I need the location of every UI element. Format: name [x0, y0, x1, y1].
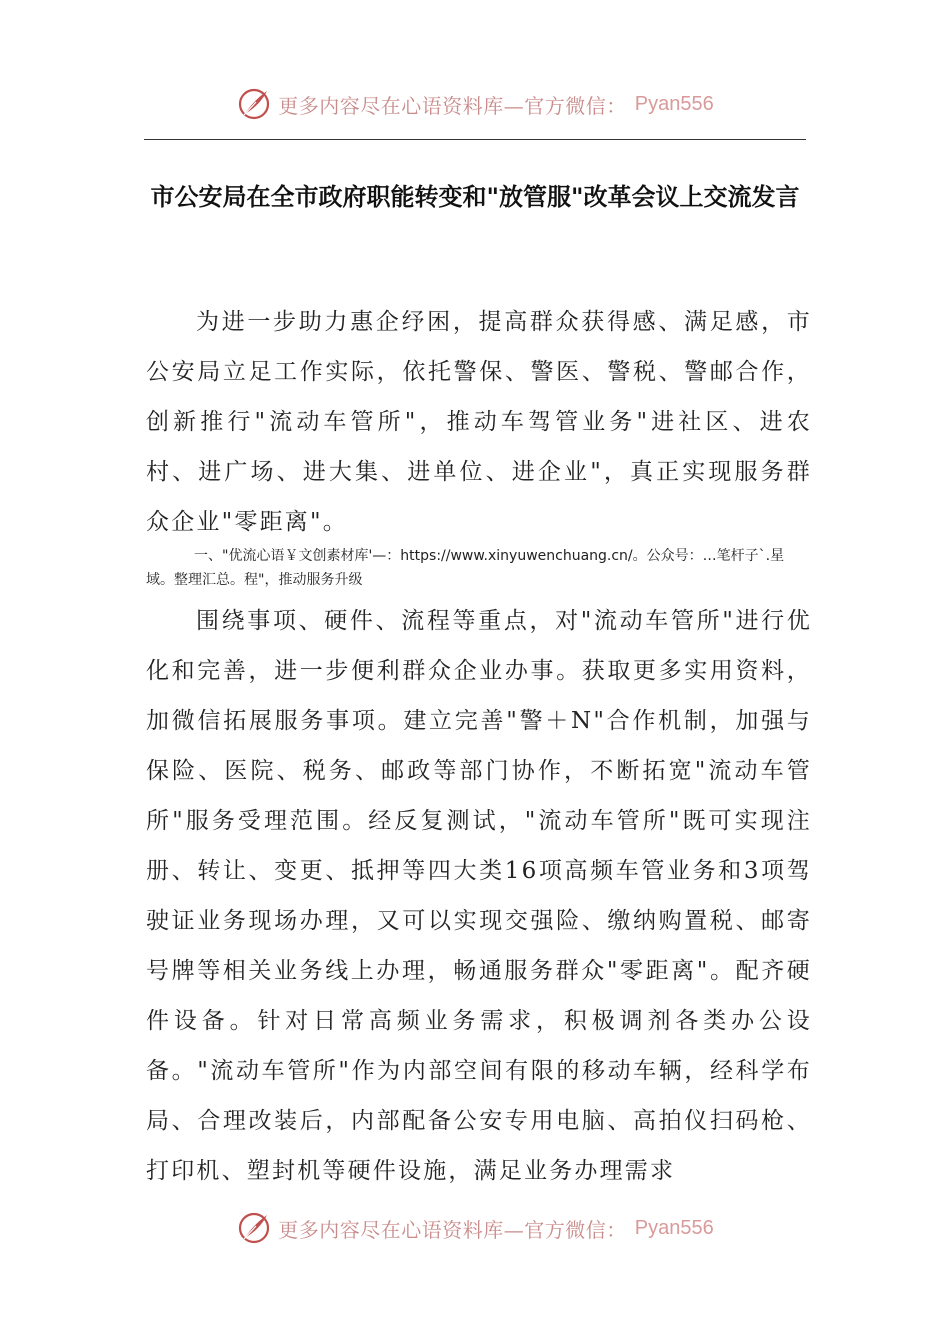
header-divider	[144, 139, 806, 140]
watermark-wechat-id: Pyan556	[634, 92, 714, 115]
watermark-text: 更多内容尽在心语资料库—官方微信：	[278, 93, 627, 118]
header-watermark	[0, 84, 950, 124]
paragraph-intro: 为进一步助力惠企纾困，提高群众获得感、满足感，市公安局立足工作实际，依托警保、警医、警税、警邮合作，创新推行"流动车管所"，推动车驾管业务"进社区、进农村、进广场、进大集、进单位、进企业"，真正实现服务群众企业"零距离"。	[146, 309, 812, 535]
quill-logo-icon	[236, 86, 272, 122]
document-title: 市公安局在全市政府职能转变和"放管服"改革会议上交流发言	[150, 183, 800, 211]
watermark-wechat-id: Pyan556	[634, 1216, 714, 1239]
quill-logo-icon	[236, 1210, 272, 1246]
section-heading: 一、"优流心语￥文创素材库'—：https://www.xinyuwenchuang.cn/。公众号：…笔杆子`.星域。整理汇总。程"，推动服务升级	[146, 548, 785, 588]
footer-watermark	[0, 1208, 950, 1248]
paragraph-body: 围绕事项、硬件、流程等重点，对"流动车管所"进行优化和完善，进一步便利群众企业办事。获取更多实用资料，加微信拓展服务事项。建立完善"警＋N"合作机制，加强与保险、医院、税务、邮政等部门协作，不断拓宽"流动车管所"服务受理范围。经反复测试，"流动车管所"既可实现注册、转让、变更、抵押等四大类16项高频车管业务和3项驾驶证业务现场办理，又可以实现交强险、缴纳购置税、邮寄号牌等相关业务线上办理，畅通服务群众"零距离"。配齐硬件设备。针对日常高频业务需求，积极调剂各类办公设备。"流动车管所"作为内部空间有限的移动车辆，经科学布局、合理改装后，内部配备公安专用电脑、高拍仪扫码枪、打印机、塑封机等硬件设施，满足业务办理需求	[146, 608, 812, 1184]
watermark-text: 更多内容尽在心语资料库—官方微信：	[278, 1217, 627, 1242]
